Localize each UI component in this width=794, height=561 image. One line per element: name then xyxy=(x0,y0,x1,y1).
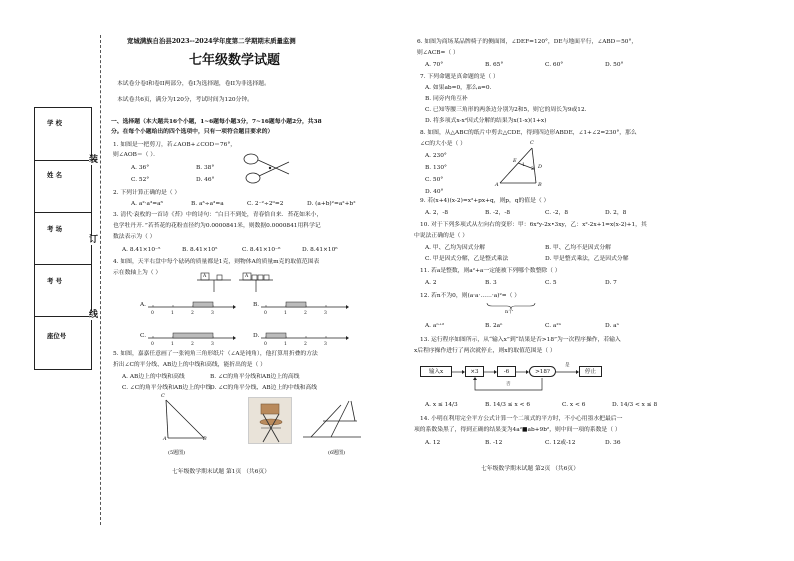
q1-option-d: D. 46° xyxy=(196,177,215,183)
q10-stem-1: 10. 对于下列多项式从左向右的变形：甲：6x²y-2x•3xy，乙：x²-2x+1=x(x-2)+1，其 xyxy=(420,222,647,228)
tick-b-3: 3 xyxy=(324,311,327,316)
page1-footer: 七年级数学期末试题 第1页 （共6页） xyxy=(172,469,271,475)
q1-option-a: A. 36° xyxy=(131,165,150,171)
flow-yes-label: 是 xyxy=(565,363,570,368)
number-line-c xyxy=(147,330,237,342)
q8-option-d: D. 40° xyxy=(425,189,444,195)
q6-caption: (6题图) xyxy=(328,450,346,456)
q3-stem-3: 数法表示为（ ） xyxy=(113,234,156,240)
number-line-a xyxy=(147,299,237,311)
q4-stem-2: 示在数轴上为（ ） xyxy=(113,270,162,276)
chair-photo xyxy=(248,397,292,444)
q3-stem-2: 也学牡丹开．”若苔花的花粉直径约为0.0000841米，则数据0.0000841用科学记 xyxy=(113,223,321,229)
page2-footer: 七年级数学期末试题 第2页 （共6页） xyxy=(481,466,580,472)
q8-stem-1: 8. 如图，从△ABC的纸片中剪去△CDE，得到四边形ABDE，∠1+∠2=230°，那么 xyxy=(420,130,637,136)
q6-option-d: D. 50° xyxy=(605,62,624,68)
chair-diagram xyxy=(301,397,363,445)
q5-label-a: A xyxy=(163,436,167,442)
q7-option-a: A. 如果ab=0，那么a=0. xyxy=(425,85,492,91)
q13-option-a: A. x ≤ 14/3 xyxy=(425,402,458,408)
tick-d-1: 1 xyxy=(284,342,287,347)
q5-option-d: D. ∠C的角平分线、AB边上的中线和高线 xyxy=(210,385,318,391)
q1-option-b: B. 38° xyxy=(196,165,215,171)
q10-stem-2: 中说法正确的是（ ） xyxy=(414,233,469,239)
q8-label-2: 2 xyxy=(531,167,534,172)
q10-option-c: C. 甲是因式分解，乙是整式乘法 xyxy=(425,256,509,262)
q5-stem-2: 折出∠C的平分线、AB边上的中线和高线，能折出的是（ ） xyxy=(113,362,266,368)
q14-option-d: D. 36 xyxy=(605,440,621,446)
q13-stem-2: x后程序操作进行了两次就停止，则x的取值范围是（ ） xyxy=(414,348,556,354)
number-line-b xyxy=(260,299,350,311)
q5-option-a: A. AB边上的中线和高线 xyxy=(122,374,185,380)
tick-d-2: 2 xyxy=(304,342,307,347)
q8-triangle-figure xyxy=(496,145,542,187)
note-line-1: 本试卷分卷I和卷II两部分，卷I为选择题，卷II为非选择题。 xyxy=(117,81,270,87)
tick-c-1: 1 xyxy=(171,342,174,347)
student-info-table xyxy=(34,107,92,370)
tick-c-3: 3 xyxy=(211,342,214,347)
tick-b-2: 2 xyxy=(304,311,307,316)
flow-times3-box: ×3 xyxy=(465,366,484,377)
q12-option-a: A. aⁿ⁺² xyxy=(425,323,445,329)
q14-option-a: A. 12 xyxy=(425,440,441,446)
tick-a-2: 2 xyxy=(191,311,194,316)
section-heading-1: 一、选择题（本大题共16个小题，1~6题每小题3分，7~16题每小题2分，共38 xyxy=(111,119,322,125)
tick-a-3: 3 xyxy=(211,311,214,316)
q12-brace-label: n个 xyxy=(505,309,514,315)
q3-option-c: C. 8.41×10⁻⁶ xyxy=(242,247,281,253)
q5-option-b: B. ∠C的角平分线和AB边上的高线 xyxy=(210,374,300,380)
q10-option-d: D. 甲是整式乘法，乙是因式分解 xyxy=(545,256,629,262)
exam-room-label: 考 场 xyxy=(47,225,63,233)
tick-d-0: 0 xyxy=(264,342,267,347)
tick-c-2: 2 xyxy=(191,342,194,347)
tick-b-0: 0 xyxy=(264,311,267,316)
q8-option-b: B. 130° xyxy=(425,165,447,171)
q13-option-c: C. x < 6 xyxy=(562,402,586,408)
q8-label-b: B xyxy=(538,182,542,188)
q4-option-d: D. xyxy=(253,333,260,339)
q1-stem: 1. 如图是一把剪刀，若∠AOB+∠COD＝76°， xyxy=(113,142,237,148)
q11-stem: 11. 若a是整数，则a²+a一定能被下列哪个数整除（ ） xyxy=(420,268,561,274)
q8-option-a: A. 230° xyxy=(425,153,447,159)
q14-stem-2: 项的系数染黑了，得到正确的结果变为4a²■ab+9b²，则中间一项的系数是（ ） xyxy=(414,427,621,433)
q3-option-d: D. 8.41×10⁶ xyxy=(302,247,338,253)
q5-label-b: B xyxy=(203,436,207,442)
binding-char-xian: 线 xyxy=(89,310,99,320)
q13-stem-1: 13. 运行程序如图所示，从“输入x”到“结果是否>18”为一次程序操作，若输入 xyxy=(420,337,621,343)
q6-option-c: C. 60° xyxy=(545,62,564,68)
page-title: 七年级数学试题 xyxy=(189,53,281,68)
name-label: 姓 名 xyxy=(47,171,63,179)
q8-label-c: C xyxy=(530,140,534,146)
q9-option-d: D. 2，8 xyxy=(605,210,627,216)
q9-option-c: C. -2，8 xyxy=(545,210,569,216)
q6-option-a: A. 70° xyxy=(425,62,444,68)
q11-option-a: A. 2 xyxy=(425,280,437,286)
q2-option-d: D. (a+b)²=a²+b² xyxy=(307,201,356,207)
tick-c-0: 0 xyxy=(151,342,154,347)
section-heading-2: 分。在每个小题给出的四个选项中，只有一项符合题目要求的） xyxy=(111,129,274,135)
q6-option-b: B. 65° xyxy=(485,62,504,68)
q1-option-c: C. 52° xyxy=(131,177,150,183)
seat-number-label: 座位号 xyxy=(47,332,67,340)
q8-label-e: E xyxy=(513,158,517,164)
q5-label-c: C xyxy=(161,393,165,399)
q4-option-a: A. xyxy=(140,302,147,308)
q7-option-c: C. 已知等腰三角形的两条边分别为2和5，则它的周长为9或12. xyxy=(425,107,587,113)
flow-stop-box: 停止 xyxy=(579,366,602,377)
q9-option-a: A. 2，-8 xyxy=(425,210,449,216)
q5-stem-1: 5. 如图，嘉嘉任意画了一张钝角三角形纸片（∠A是钝角），他打算用折叠的方法 xyxy=(113,351,318,357)
school-label: 学 校 xyxy=(47,119,63,127)
q7-stem: 7. 下列命题是真命题的是（ ） xyxy=(420,74,499,80)
flow-minus6-box: -6 xyxy=(497,366,516,377)
scale-label-a-1: A xyxy=(203,274,207,279)
q14-option-c: C. 12或-12 xyxy=(545,440,576,446)
q12-option-b: B. 2aⁿ xyxy=(485,323,503,329)
q5-caption: (5题图) xyxy=(168,450,186,456)
q2-stem: 2. 下列计算正确的是（ ） xyxy=(113,190,181,196)
q9-stem: 9. 若(x+4)(x-2)=x²+px+q，则p，q的值是（ ） xyxy=(420,198,550,204)
q8-label-d: D xyxy=(538,164,543,170)
number-line-d xyxy=(260,330,350,342)
exam-header: 宽城满族自治县2023--2024学年度第二学期期末质量监测 xyxy=(127,37,296,45)
flow-no-label: 否 xyxy=(506,382,511,387)
q11-option-b: B. 3 xyxy=(485,280,497,286)
q4-stem-1: 4. 如图，天平右盘中每个砝码的质量都是1克，则物体A的质量m克的取值范围表 xyxy=(113,259,320,265)
q5-option-c: C. ∠C的角平分线和AB边上的中线 xyxy=(122,385,212,391)
scale-label-a-2: A xyxy=(245,274,249,279)
q12-option-d: D. aⁿ xyxy=(605,323,620,329)
q2-option-a: A. a²·a³=a⁶ xyxy=(131,201,163,207)
q6-stem-1: 6. 如图为商场某品牌椅子的侧面图，∠DEF=120°，DE与地面平行，∠ABD＝50°， xyxy=(417,39,638,45)
binding-char-ding: 订 xyxy=(89,235,99,245)
flow-input-box: 输入x xyxy=(420,366,452,377)
q11-option-d: D. 7 xyxy=(605,280,617,286)
q12-option-c: C. a²ⁿ xyxy=(545,323,562,329)
exam-number-label: 考 号 xyxy=(47,277,63,285)
q8-option-c: C. 50° xyxy=(425,177,444,183)
q8-label-a: A xyxy=(495,182,499,188)
q2-option-b: B. a³÷a³=a xyxy=(191,201,224,207)
q9-option-b: B. -2，-8 xyxy=(485,210,511,216)
balance-scale-figure xyxy=(195,268,277,294)
q10-option-a: A. 甲、乙均为因式分解 xyxy=(425,245,486,251)
note-line-2: 本试卷共6页，满分为120分，考试时间为120分钟。 xyxy=(117,97,253,103)
q13-option-d: D. 14/3 < x ≤ 8 xyxy=(612,402,658,408)
q8-stem-2: ∠C的大小是（ ） xyxy=(420,141,466,147)
q14-stem-1: 14. 小明在利用完全平方公式计算一个二项式的平方时，不小心用墨水把最后一 xyxy=(420,416,623,422)
binding-line xyxy=(100,35,101,525)
q10-option-b: B. 甲、乙均不是因式分解 xyxy=(545,245,611,251)
tick-a-0: 0 xyxy=(151,311,154,316)
q4-option-b: B. xyxy=(253,302,260,308)
q13-option-b: B. 14/3 ≤ x < 6 xyxy=(485,402,531,408)
q8-label-1: 1 xyxy=(522,163,525,168)
binding-char-zhuang: 装 xyxy=(89,155,99,165)
q6-stem-2: 则∠ACB=（ ） xyxy=(417,50,459,56)
q3-option-a: A. 8.41×10⁻⁵ xyxy=(122,247,161,253)
tick-b-1: 1 xyxy=(284,311,287,316)
q3-option-b: B. 8.41×10⁵ xyxy=(182,247,218,253)
tick-d-3: 3 xyxy=(324,342,327,347)
scissors-figure xyxy=(243,148,293,190)
q11-option-c: C. 5 xyxy=(545,280,557,286)
tick-a-1: 1 xyxy=(171,311,174,316)
q4-option-c: C. xyxy=(140,333,147,339)
q3-stem-1: 3. 清代·袁枚的一首诗《苔》中的诗句：“白日不到处，青春恰自来．苔花如米小， xyxy=(113,212,323,218)
flow-decision-box: >18? xyxy=(529,366,556,377)
q14-option-b: B. -12 xyxy=(485,440,503,446)
q7-option-d: D. 将多项式x-x²因式分解的结果为x(1-x)(1+x) xyxy=(425,118,547,124)
q2-option-c: C. 2⁻²÷2⁰=2 xyxy=(247,201,284,207)
q7-option-b: B. 同旁内角互补 xyxy=(425,96,468,102)
q12-stem: 12. 若n不为0，则(a·a·……·a)²=（ ） xyxy=(420,293,521,299)
q1-stem-2: 则∠AOB＝（ ）． xyxy=(113,152,159,158)
